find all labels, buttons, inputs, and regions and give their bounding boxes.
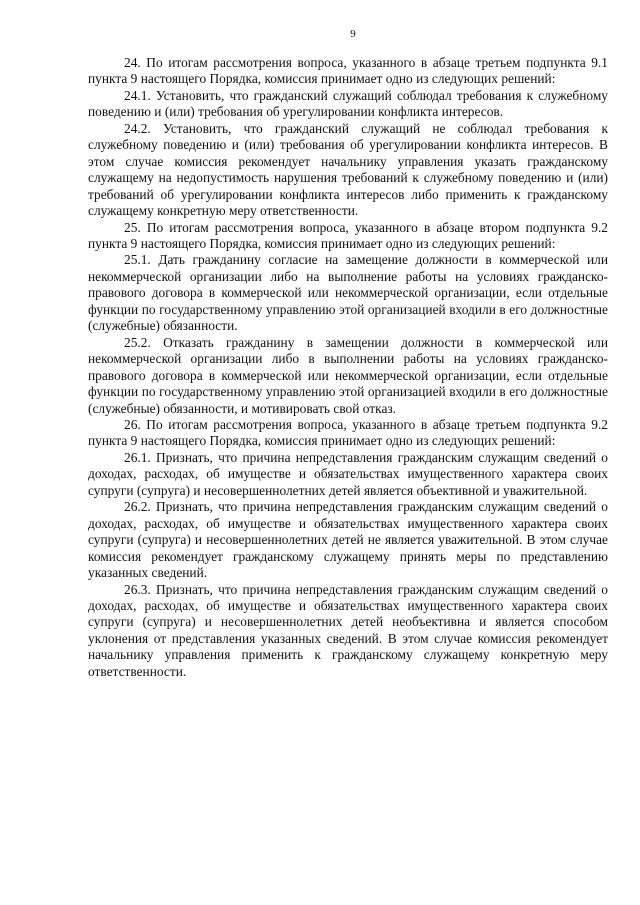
paragraph-24-2: 24.2. Установить, что гражданский служащий не соблюдал требования к служебному поведению и (или) требования об урегулировании конфликта интересов. В этом случае комиссия рекомендует начальнику управления указать гражданскому служащему на недопустимость нарушения требований к служебному поведению и (или) требований об урегулировании конфликта интересов либо применить к гражданскому служащему конкретную меру ответственности. [88, 120, 608, 219]
paragraph-24: 24. По итогам рассмотрения вопроса, указанного в абзаце третьем подпункта 9.1 пункта 9 настоящего Порядка, комиссия принимает одно из следующих решений: [88, 55, 608, 87]
paragraph-26-1: 26.1. Признать, что причина непредставления гражданским служащим сведений о доходах, расходах, об имуществе и обязательствах имущественного характера своих супруги (супруга) и несовершеннолетних детей является объективной и уважительной. [88, 449, 608, 498]
paragraph-25: 25. По итогам рассмотрения вопроса, указанного в абзаце втором подпункта 9.2 пункта 9 настоящего Порядка, комиссия принимает одно из следующих решений: [88, 219, 608, 251]
paragraph-24-1: 24.1. Установить, что гражданский служащий соблюдал требования к служебному поведению и (или) требования об урегулировании конфликта интересов. [88, 87, 608, 120]
paragraph-26-3: 26.3. Признать, что причина непредставления гражданским служащим сведений о доходах, расходах, об имуществе и обязательствах имущественного характера своих супруги (супруга) и несовершеннолетних детей необъективна и является способом уклонения от представления указанных сведений. В этом случае комиссия рекомендует начальнику управления применить к гражданскому служащему конкретную меру ответственности. [88, 581, 608, 679]
paragraph-25-2: 25.2. Отказать гражданину в замещении должности в коммерческой или некоммерческой организации либо в выполнении работы на условиях гражданско-правового договора в коммерческой или некоммерческой организации, если отдельные функции по государственному управлению этой организацией входили в его должностные (служебные) обязанности, и мотивировать свой отказ. [88, 334, 608, 416]
paragraph-26-2: 26.2. Признать, что причина непредставления гражданским служащим сведений о доходах, расходах, об имуществе и обязательствах имущественного характера своих супруги (супруга) и несовершеннолетних детей не является уважительной. В этом случае комиссия рекомендует гражданскому служащему принять меры по представлению указанных сведений. [88, 499, 608, 581]
document-body [88, 55, 608, 680]
paragraph-26: 26. По итогам рассмотрения вопроса, указанного в абзаце третьем подпункта 9.2 пункта 9 настоящего Порядка, комиссия принимает одно из следующих решений: [88, 416, 608, 449]
paragraph-25-1: 25.1. Дать гражданину согласие на замещение должности в коммерческой или некоммерческой организации либо на выполнение работы на условиях гражданско-правового договора в коммерческой или некоммерческой организации, если отдельные функции по государственному управлению этой организацией входили в его должностные (служебные) обязанности. [88, 252, 608, 334]
page-number: 9 [350, 28, 356, 40]
